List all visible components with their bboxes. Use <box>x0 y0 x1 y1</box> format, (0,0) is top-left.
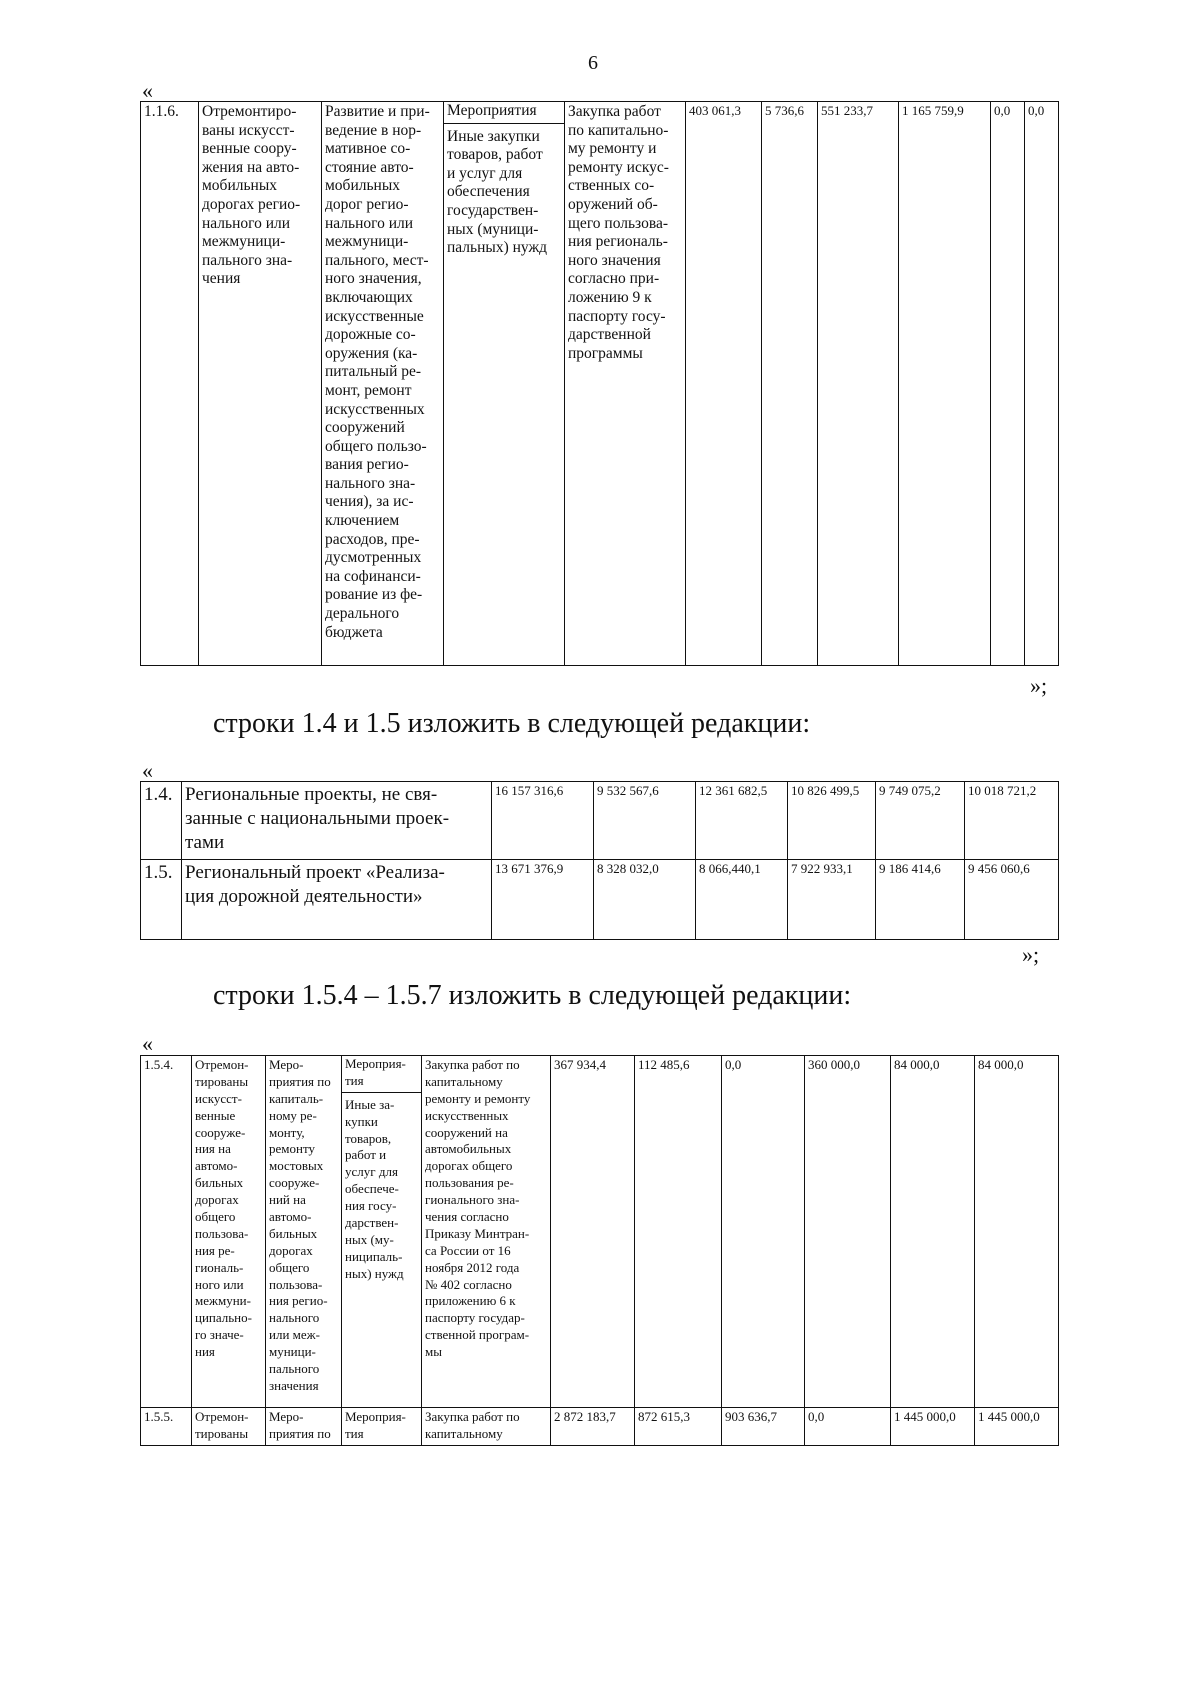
value-cell: 9 186 414,6 <box>876 860 965 940</box>
page-number: 6 <box>588 52 598 74</box>
open-quote: « <box>142 78 153 103</box>
row-name: Региональный проект «Реализа- ция дорожной деятельности» <box>182 860 492 940</box>
type-label: Мероприя- тия <box>342 1056 421 1093</box>
value-cell: 8 066,440,1 <box>696 860 788 940</box>
row-code: 1.5. <box>141 860 182 940</box>
result-cell: Отремон- тированы <box>192 1408 266 1446</box>
value-cell: 367 934,4 <box>551 1056 635 1408</box>
value-cell: 0,0 <box>805 1408 891 1446</box>
table-rows-1-4-1-5 <box>140 781 1059 940</box>
value-cell: 1 165 759,9 <box>899 102 991 666</box>
value-cell: 1 445 000,0 <box>975 1408 1059 1446</box>
value-cell: 10 826 499,5 <box>788 782 876 860</box>
value-cell: 2 872 183,7 <box>551 1408 635 1446</box>
value-cell: 12 361 682,5 <box>696 782 788 860</box>
value-cell: 872 615,3 <box>635 1408 722 1446</box>
row-code: 1.5.5. <box>141 1408 192 1446</box>
table-row <box>141 1056 1059 1408</box>
type-cell <box>444 102 565 666</box>
value-cell: 16 157 316,6 <box>492 782 594 860</box>
close-quote: »; <box>1030 673 1048 698</box>
result-cell: Отремонтиро- ваны искусст- венные соору- жения на авто- мобильных дорогах регио- нального или межмуници- пального зна- чения <box>199 102 322 666</box>
result-cell: Отремон- тированы искусст- венные сооруже- ния на автомо- бильных дорогах общего пользова- ния ре- гиональ- ного или межмуни- ципально- го значе- ния <box>192 1056 266 1408</box>
value-cell: 84 000,0 <box>975 1056 1059 1408</box>
row-code: 1.4. <box>141 782 182 860</box>
value-cell: 551 233,7 <box>818 102 899 666</box>
value-cell: 112 485,6 <box>635 1056 722 1408</box>
type-cell <box>342 1056 422 1408</box>
table-rows-1-5-4-1-5-5 <box>140 1055 1059 1446</box>
purpose-cell: Закупка работ по капитально- му ремонту и ремонту искус- ственных со- оружений об- щего пользова- ния региональ- ного значения согласно при- ложению 9 к паспорту госу- дарственной программы <box>565 102 686 666</box>
expense-label: Иные за- купки товаров, работ и услуг для обеспече- ния госу- дарствен- ных (му- ниципаль- ных) нужд <box>345 1096 404 1281</box>
row-code: 1.5.4. <box>141 1056 192 1408</box>
value-cell: 9 456 060,6 <box>965 860 1059 940</box>
open-quote: « <box>142 1031 153 1056</box>
purpose-cell: Закупка работ по капитальному <box>422 1408 551 1446</box>
value-cell: 9 749 075,2 <box>876 782 965 860</box>
type-cell: Мероприя- тия <box>342 1408 422 1446</box>
close-quote: »; <box>1022 942 1040 967</box>
task-cell: Развитие и при- ведение в нор- мативное со- стояние авто- мобильных дорог регио- нального или межмуници- пального, мест- ного значения, включающих искусственные дорожные со- оружения (ка- питальный ре- монт, ремонт искусственных сооружений общего пользо- вания регио- нального зна- чения), за ис- ключением расходов, пре- дусмотренных на софинанси- рование из фе- дерального бюджета <box>322 102 444 666</box>
value-cell: 13 671 376,9 <box>492 860 594 940</box>
value-cell: 0,0 <box>991 102 1025 666</box>
table-row <box>141 1408 1059 1446</box>
value-cell: 403 061,3 <box>686 102 762 666</box>
table-row <box>141 782 1059 860</box>
row-name: Региональные проекты, не свя- занные с национальными проек- тами <box>182 782 492 860</box>
value-cell: 0,0 <box>722 1056 805 1408</box>
row-code: 1.1.6. <box>141 102 199 666</box>
value-cell: 0,0 <box>1025 102 1059 666</box>
value-cell: 360 000,0 <box>805 1056 891 1408</box>
task-cell: Меро- приятия по <box>266 1408 342 1446</box>
value-cell: 7 922 933,1 <box>788 860 876 940</box>
open-quote: « <box>142 758 153 783</box>
table-row-1-1-6 <box>140 101 1059 666</box>
value-cell: 10 018 721,2 <box>965 782 1059 860</box>
value-cell: 5 736,6 <box>762 102 818 666</box>
value-cell: 1 445 000,0 <box>891 1408 975 1446</box>
value-cell: 8 328 032,0 <box>594 860 696 940</box>
task-cell: Меро- приятия по капиталь- ному ре- монту, ремонту мостовых сооруже- ний на автомо- бильных дорогах общего пользова- ния регио- нального или меж- муници- пального значения <box>266 1056 342 1408</box>
purpose-cell: Закупка работ по капитальному ремонту и ремонту искусственных сооружений на автомобильных дорогах общего пользования ре- гионального зна- чения согласно Приказу Минтран- са России от 16 ноября 2012 года № 402 согласно приложению 6 к паспорту государ- ственной програм- мы <box>422 1056 551 1408</box>
value-cell: 84 000,0 <box>891 1056 975 1408</box>
section-heading: строки 1.5.4 – 1.5.7 изложить в следующей редакции: <box>213 980 852 1011</box>
type-label: Мероприятия <box>444 102 564 124</box>
table-row <box>141 102 1059 666</box>
value-cell: 903 636,7 <box>722 1408 805 1446</box>
section-heading: строки 1.4 и 1.5 изложить в следующей редакции: <box>213 708 811 739</box>
expense-label: Иные закупки товаров, работ и услуг для обеспечения государствен- ных (муници- пальных) нужд <box>447 127 548 257</box>
value-cell: 9 532 567,6 <box>594 782 696 860</box>
table-row <box>141 860 1059 940</box>
